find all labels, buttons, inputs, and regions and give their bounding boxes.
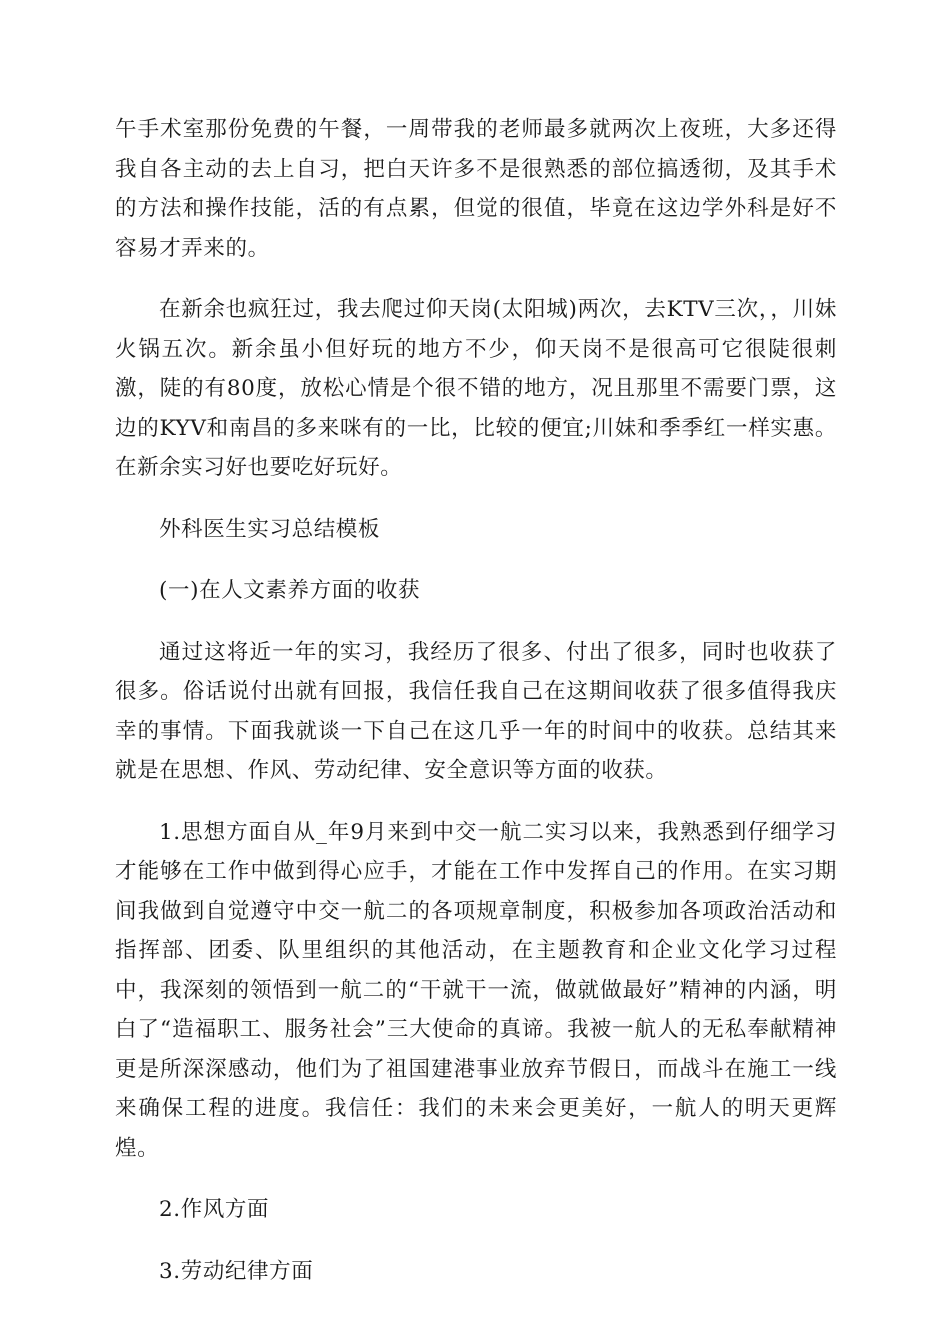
paragraph-summary-intro: 通过这将近一年的实习，我经历了很多、付出了很多，同时也收获了很多。俗话说付出就有回报，我信任我自己在这期间收获了很多值得我庆幸的事情。下面我就谈一下自己在这几乎一年的时间中的收获。总结其来就是在思想、作风、劳动纪律、安全意识等方面的收获。	[115, 639, 837, 783]
paragraph-continuation: 午手术室那份免费的午餐，一周带我的老师最多就两次上夜班，大多还得我自各主动的去上自习，把白天许多不是很熟悉的部位搞透彻，及其手术的方法和操作技能，活的有点累，但觉的很值，毕竟在这边学外科是好不容易才弄来的。	[115, 117, 837, 261]
document-body	[115, 110, 837, 1313]
paragraph-ideology: 1.思想方面自从_年9月来到中交一航二实习以来，我熟悉到仔细学习才能够在工作中做到得心应手，才能在工作中发挥自己的作用。在实习期间我做到自觉遵守中交一航二的各项规章制度，积极参加各项政治活动和指挥部、团委、队里组织的其他活动，在主题教育和企业文化学习过程中，我深刻的领悟到一航二的“干就干一流，做就做最好”精神的内涵，明白了“造福职工、服务社会”三大使命的真谛。我被一航人的无私奉献精神更是所深深感动，他们为了祖国建港事业放弃节假日，而战斗在施工一线来确保工程的进度。我信任：我们的未来会更美好，一航人的明天更辉煌。	[115, 819, 837, 1161]
heading-labor-discipline: 3.劳动纪律方面	[159, 1258, 314, 1284]
subsection-heading: (一)在人文素养方面的收获	[159, 578, 421, 603]
paragraph-xinyu-leisure: 在新余也疯狂过，我去爬过仰天岗(太阳城)两次，去KTV三次，，川妹火锅五次。新余虽小但好玩的地方不少，仰天岗不是很高可它很陡很刺激，陡的有80度，放松心情是个很不错的地方，况且那里不需要门票，这边的KYV和南昌的多来咪有的一比，比较的便宜;川妹和季季红一样实惠。在新余实习好也要吃好玩好。	[115, 297, 837, 480]
section-title: 外科医生实习总结模板	[159, 516, 381, 542]
heading-work-style: 2.作风方面	[159, 1197, 270, 1222]
